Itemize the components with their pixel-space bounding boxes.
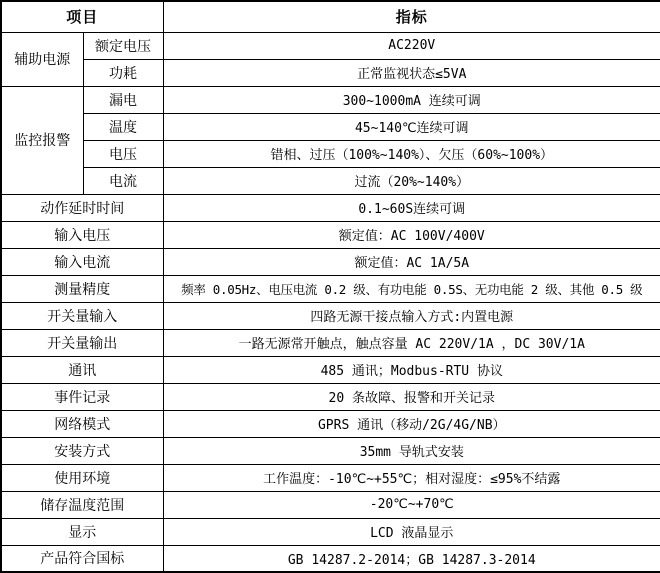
row-label-event-record: 事件记录 (1, 383, 163, 410)
value-rated-voltage: AC220V (163, 32, 660, 59)
sub-label-temperature: 温度 (83, 113, 163, 140)
value-operating-environment: 工作温度：-10℃~+55℃；相对湿度：≤95%不结露 (163, 464, 660, 491)
value-switch-input: 四路无源干接点输入方式:内置电源 (163, 302, 660, 329)
table-row (1, 383, 660, 410)
row-label-measurement-accuracy: 测量精度 (1, 275, 163, 302)
table-row (1, 86, 660, 113)
row-label-storage-temperature: 储存温度范围 (1, 491, 163, 518)
group-label-monitor-alarm: 监控报警 (1, 86, 83, 194)
table-row (1, 356, 660, 383)
table-row (1, 491, 660, 518)
row-label-mounting: 安装方式 (1, 437, 163, 464)
row-label-input-current: 输入电流 (1, 248, 163, 275)
value-mounting: 35mm 导轨式安装 (163, 437, 660, 464)
header-item: 项目 (1, 1, 163, 32)
value-measurement-accuracy: 频率 0.05Hz、电压电流 0.2 级、有功电能 0.5S、无功电能 2 级、其他 0.5 级 (163, 275, 660, 302)
value-event-record: 20 条故障、报警和开关记录 (163, 383, 660, 410)
row-label-switch-output: 开关量输出 (1, 329, 163, 356)
table-row (1, 221, 660, 248)
table-row (1, 437, 660, 464)
row-label-action-delay: 动作延时时间 (1, 194, 163, 221)
value-voltage: 错相、过压（100%~140%）、欠压（60%~100%） (163, 140, 660, 167)
value-current: 过流（20%~140%） (163, 167, 660, 194)
table-row (1, 464, 660, 491)
value-storage-temperature: -20℃~+70℃ (163, 491, 660, 518)
value-input-voltage: 额定值：AC 100V/400V (163, 221, 660, 248)
row-label-switch-input: 开关量输入 (1, 302, 163, 329)
table-row (1, 329, 660, 356)
row-label-input-voltage: 输入电压 (1, 221, 163, 248)
table-row (1, 167, 660, 194)
group-label-aux-power: 辅助电源 (1, 32, 83, 86)
value-communication: 485 通讯；Modbus-RTU 协议 (163, 356, 660, 383)
table-row (1, 302, 660, 329)
sub-label-leakage: 漏电 (83, 86, 163, 113)
row-label-operating-environment: 使用环境 (1, 464, 163, 491)
table-row (1, 275, 660, 302)
value-network-mode: GPRS 通讯（移动/2G/4G/NB） (163, 410, 660, 437)
row-label-display: 显示 (1, 518, 163, 545)
table-row (1, 518, 660, 545)
table-row (1, 194, 660, 221)
value-input-current: 额定值：AC 1A/5A (163, 248, 660, 275)
sub-label-current: 电流 (83, 167, 163, 194)
table-row (1, 32, 660, 59)
value-power-consumption: 正常监视状态≤5VA (163, 59, 660, 86)
value-display: LCD 液晶显示 (163, 518, 660, 545)
table-row (1, 545, 660, 572)
table-header-row (1, 1, 660, 32)
table-row (1, 248, 660, 275)
table-row (1, 410, 660, 437)
header-spec: 指标 (163, 1, 660, 32)
value-temperature: 45~140℃连续可调 (163, 113, 660, 140)
row-label-communication: 通讯 (1, 356, 163, 383)
value-action-delay: 0.1~60S连续可调 (163, 194, 660, 221)
table-row (1, 59, 660, 86)
sub-label-voltage: 电压 (83, 140, 163, 167)
row-label-network-mode: 网络模式 (1, 410, 163, 437)
row-label-national-standard: 产品符合国标 (1, 545, 163, 572)
value-national-standard: GB 14287.2-2014；GB 14287.3-2014 (163, 545, 660, 572)
table-row (1, 113, 660, 140)
value-leakage: 300~1000mA 连续可调 (163, 86, 660, 113)
sub-label-power-consumption: 功耗 (83, 59, 163, 86)
table-row (1, 140, 660, 167)
sub-label-rated-voltage: 额定电压 (83, 32, 163, 59)
value-switch-output: 一路无源常开触点，触点容量 AC 220V/1A ，DC 30V/1A (163, 329, 660, 356)
